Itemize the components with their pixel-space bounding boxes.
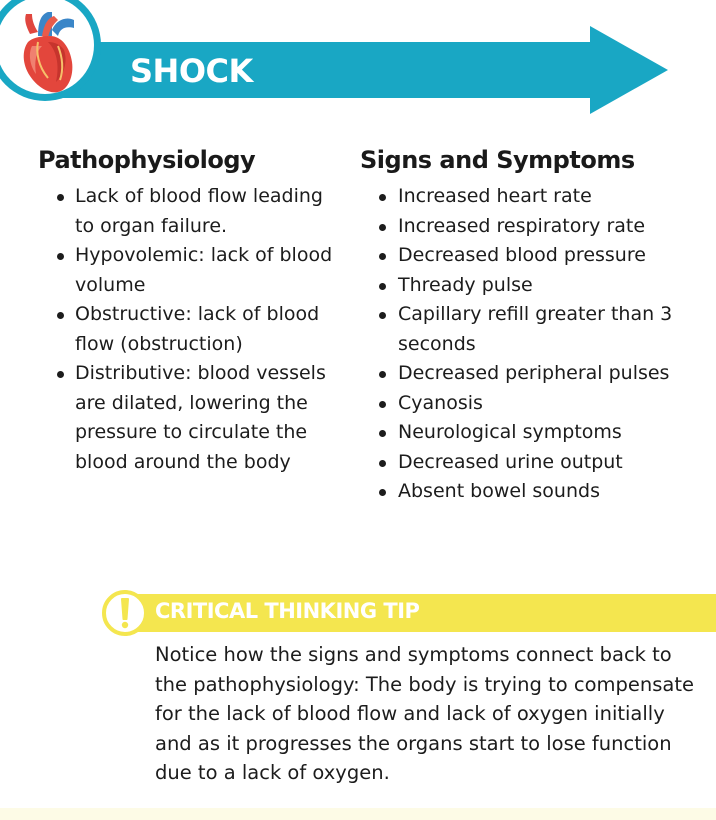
signs-heading: Signs and Symptoms bbox=[360, 146, 635, 174]
list-item: Cyanosis bbox=[360, 389, 710, 419]
tip-icon-circle bbox=[102, 590, 148, 636]
title-banner bbox=[0, 0, 716, 120]
list-item: Lack of blood flow leading to organ failure. bbox=[38, 182, 338, 241]
signs-section bbox=[360, 146, 710, 507]
list-item: Thready pulse bbox=[360, 271, 710, 301]
list-item: Decreased urine output bbox=[360, 448, 710, 478]
list-item: Hypovolemic: lack of blood volume bbox=[38, 241, 338, 300]
bottom-strip bbox=[0, 808, 716, 820]
heart-icon bbox=[8, 6, 88, 96]
pathophysiology-section bbox=[38, 146, 338, 477]
tip-title: CRITICAL THINKING TIP bbox=[155, 599, 420, 623]
tip-text: Notice how the signs and symptoms connect back to the pathophysiology: The body is trying to compensate for the lack of blood flow and lack of oxygen initially and as it progresses the organs start to lose function due to a lack of oxygen. bbox=[155, 643, 694, 784]
signs-list bbox=[360, 182, 710, 507]
list-item: Distributive: blood vessels are dilated, lowering the pressure to circulate the blood around the body bbox=[38, 359, 338, 477]
list-item: Absent bowel sounds bbox=[360, 477, 710, 507]
list-item: Increased heart rate bbox=[360, 182, 710, 212]
list-item: Obstructive: lack of blood flow (obstruction) bbox=[38, 300, 338, 359]
banner-arrow bbox=[0, 0, 716, 120]
exclamation-icon bbox=[106, 594, 144, 632]
list-item: Decreased peripheral pulses bbox=[360, 359, 710, 389]
list-item: Increased respiratory rate bbox=[360, 212, 710, 242]
pathophysiology-list bbox=[38, 182, 338, 477]
pathophysiology-heading: Pathophysiology bbox=[38, 146, 256, 174]
list-item: Decreased blood pressure bbox=[360, 241, 710, 271]
list-item: Capillary refill greater than 3 seconds bbox=[360, 300, 710, 359]
list-item: Neurological symptoms bbox=[360, 418, 710, 448]
page-title: SHOCK bbox=[130, 52, 253, 90]
